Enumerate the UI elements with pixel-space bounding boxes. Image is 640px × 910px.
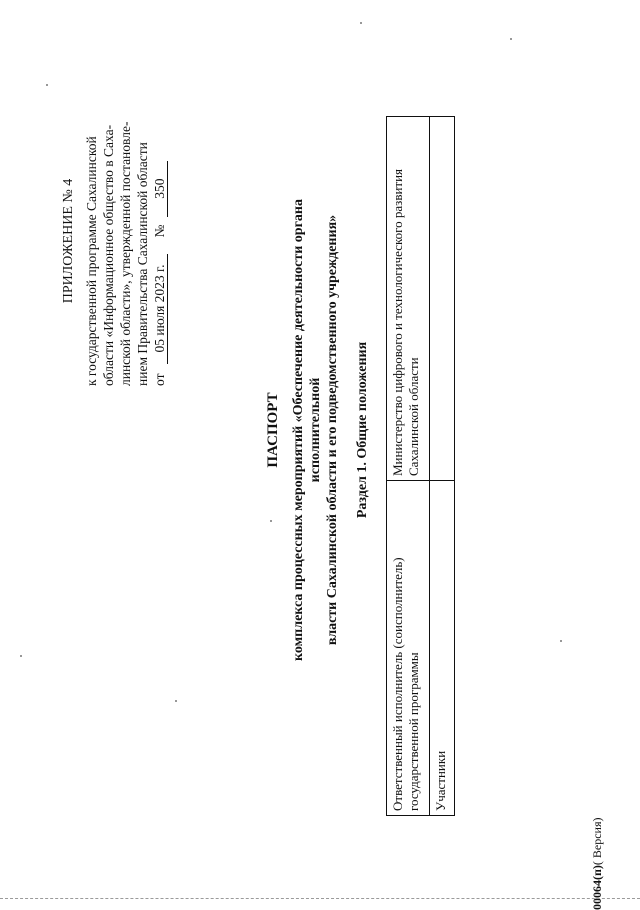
scan-speck xyxy=(20,655,22,657)
table-cell-value xyxy=(430,117,455,481)
annex-line: линской области», утвержденной постановле- xyxy=(118,121,133,386)
passport-heading xyxy=(265,150,341,710)
document-code: 00064(п) xyxy=(590,865,604,910)
approval-details xyxy=(151,96,168,386)
scan-speck xyxy=(560,640,562,642)
table-cell-value: Министерство цифрового и технологического развития Сахалинской области xyxy=(387,117,430,481)
approval-number: 350 xyxy=(152,161,168,217)
version-label: ( Версия) xyxy=(590,817,604,866)
annex-line: области «Информационное общество в Саха- xyxy=(101,124,116,386)
scan-speck xyxy=(360,22,362,24)
annex-line: нием Правительства Сахалинской области xyxy=(135,142,150,386)
annex-title: ПРИЛОЖЕНИЕ № 4 xyxy=(61,178,76,304)
table-row xyxy=(387,117,430,816)
scan-speck xyxy=(510,38,512,40)
passport-subtitle-line: власти Сахалинской области и его подведомственного учреждения» xyxy=(325,214,340,646)
section-title: Раздел 1. Общие положения xyxy=(355,341,370,519)
scan-speck xyxy=(175,700,177,702)
number-label: № xyxy=(152,224,167,238)
passport-subtitle-line: комплекса процессных мероприятий «Обеспечение деятельности органа исполнительной xyxy=(291,199,323,661)
from-label: от xyxy=(152,373,167,386)
annex-block xyxy=(60,96,168,386)
scan-edge xyxy=(0,898,640,899)
approval-date: 05 июля 2023 г. xyxy=(152,254,168,364)
table-cell-label: Участники xyxy=(430,481,455,816)
passport-title: ПАСПОРТ xyxy=(265,392,281,468)
version-stamp xyxy=(590,818,605,910)
annex-text xyxy=(83,96,151,386)
annex-line: к государственной программе Сахалинской xyxy=(84,136,99,386)
scan-speck xyxy=(46,84,48,86)
general-provisions-table xyxy=(386,116,455,816)
table-row xyxy=(430,117,455,816)
table-cell-label: Ответственный исполнитель (соисполнитель) государственной программы xyxy=(387,481,430,816)
scan-speck xyxy=(270,520,272,522)
